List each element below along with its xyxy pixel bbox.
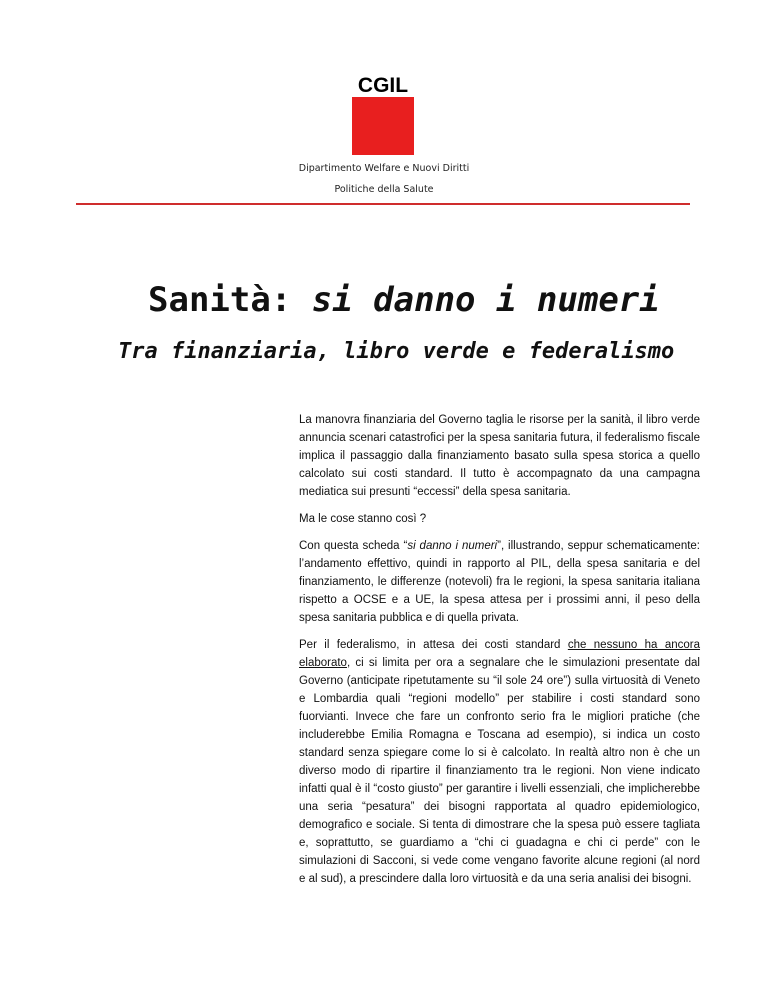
cgil-logo: [352, 75, 414, 155]
logo-red-block: [352, 97, 414, 155]
paragraph-question: Ma le cose stanno così ?: [299, 513, 427, 525]
scheda-emphasis: si danno i numeri: [407, 540, 498, 552]
section-name: Politiche della Salute: [334, 184, 434, 195]
logo-wordmark: CGIL: [357, 74, 409, 97]
header-divider: [76, 203, 690, 205]
body-text: [299, 411, 700, 897]
paragraph-scheda: [299, 537, 700, 627]
federalismo-underlined: che nessuno ha ancora elaborato: [299, 639, 701, 669]
federalismo-text-start: Per il federalismo, in attesa dei costi standard: [299, 639, 568, 651]
scheda-text-start: Con questa scheda “: [299, 540, 408, 552]
title-prefix: Sanità:: [148, 280, 312, 320]
scheda-text-end: ”, illustrando, seppur schematicamente: l’andamento effettivo, quindi in rapporto al PIL, della spesa sanitaria e del finanziamento, le differenze (notevoli) fra le regioni, la spesa sanitaria italiana rispetto a OCSE e a UE, la spesa attesa per i prossimi anni, il peso della spesa sanitaria pubblica e di quella privata.: [299, 540, 701, 624]
federalismo-text-end: , ci si limita per ora a segnalare che le simulazioni presentate dal Governo (anticipate ripetutamente su “il sole 24 ore”) sulla virtuosità di Veneto e Lombardia quali “regioni modello” per stabilire i costi standard sono fuorvianti. Invece che fare un confronto serio fra le migliori pratiche (che includerebbe Emilia Romagna e Toscana ad esempio), si indica un costo standard senza spiegare come lo si è calcolato. In realtà altro non è che un diverso modo di ripartire il finanziamento tra le regioni. Non viene indicato infatti qual è il “costo giusto” per garantire i livelli essenziali, che implicherebbe una seria “pesatura” dei bisogni rapportata al quadro epidemiologico, demografico e sociale. Si tenta di dimostrare che la spesa può essere tagliata e, soprattutto, se guardiamo a “chi ci guadagna e chi ci perde” con le simulazioni di Sacconi, si vede come vengano favorite alcune regioni (al nord e al sud), a prescindere dalla loro virtuosità e da una seria analisi dei bisogni.: [299, 657, 700, 885]
paragraph-federalismo: [299, 636, 700, 888]
department-name: Dipartimento Welfare e Nuovi Diritti: [298, 163, 470, 174]
paragraph-intro: La manovra finanziaria del Governo taglia le risorse per la sanità, il libro verde annuncia scenari catastrofici per la spesa sanitaria futura, il federalismo fiscale implica il passaggio dalla finanziamento basato sulla spesa storica a quello calcolato sui costi standard. Il tutto è accompagnato da una campagna mediatica sui presunti “eccessi” della spesa sanitaria.: [299, 414, 700, 498]
page-title: [148, 278, 660, 322]
title-emphasis: si danno i numeri: [311, 280, 660, 320]
page-subtitle: Tra finanziaria, libro verde e federalismo: [118, 339, 675, 364]
